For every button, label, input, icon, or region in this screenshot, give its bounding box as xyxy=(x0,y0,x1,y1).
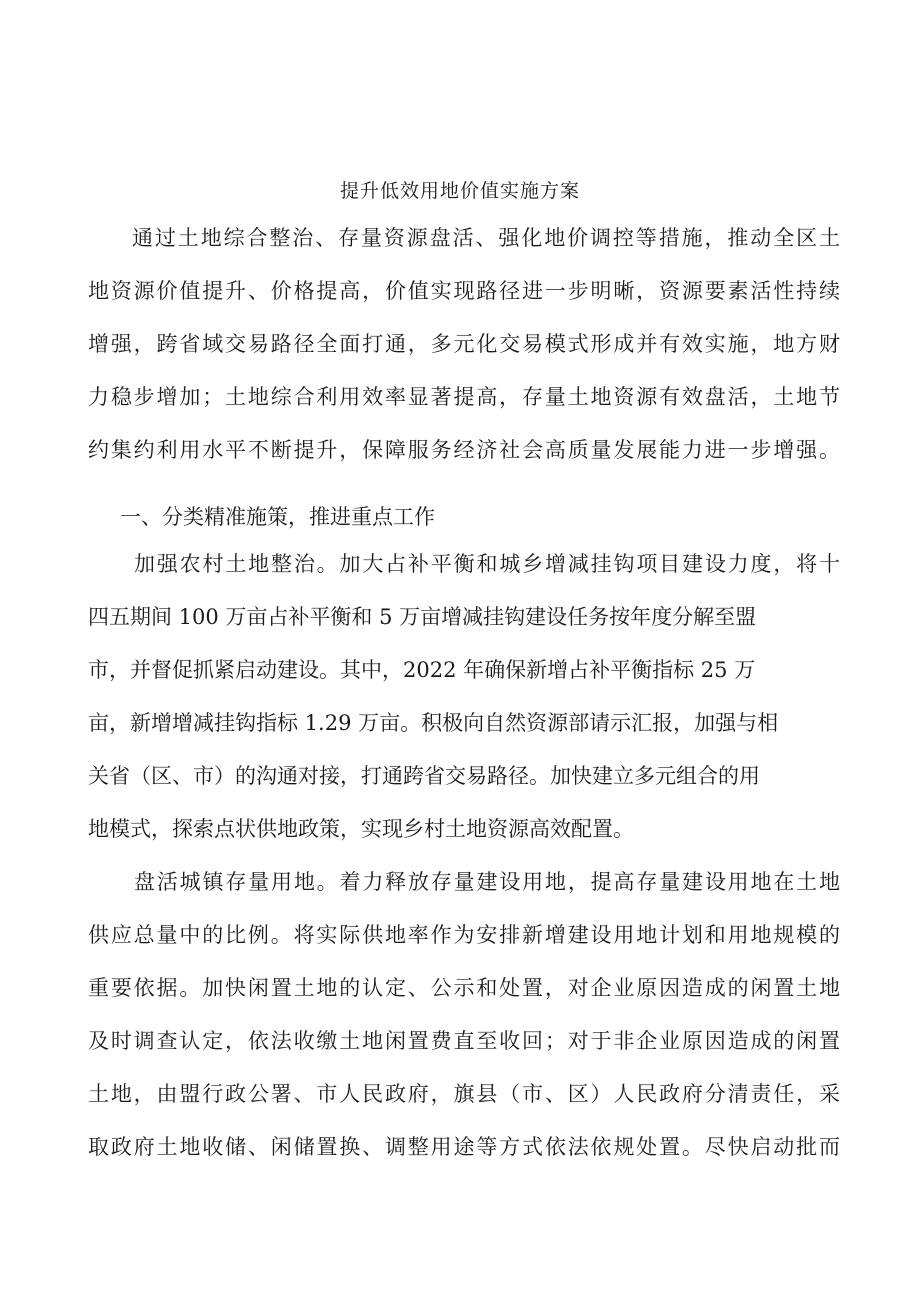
paragraph-line: 土地，由盟行政公署、市人民政府，旗县（市、区）人民政府分清责任，采 xyxy=(88,1082,842,1106)
paragraph-line: 增强，跨省域交易路径全面打通，多元化交易模式形成并有效实施，地方财 xyxy=(88,332,842,356)
paragraph-line: 重要依据。加快闲置土地的认定、公示和处置，对企业原因造成的闲置土地 xyxy=(88,976,842,1000)
paragraph-line: 市，并督促抓紧启动建设。其中，2022 年确保新增占补平衡指标 25 万 xyxy=(88,658,756,682)
paragraph-line: 关省（区、市）的沟通对接，打通跨省交易路径。加快建立多元组合的用 xyxy=(88,764,760,788)
paragraph-line: 加强农村土地整治。加大占补平衡和城乡增减挂钩项目建设力度，将十 xyxy=(134,552,842,576)
section-heading: 一、分类精准施策，推进重点工作 xyxy=(120,505,435,529)
paragraph-line: 力稳步增加；土地综合利用效率显著提高，存量土地资源有效盘活，土地节 xyxy=(88,385,842,409)
paragraph-line: 供应总量中的比例。将实际供地率作为安排新增建设用地计划和用地规模的 xyxy=(88,923,842,947)
paragraph-line: 取政府土地收储、闲储置换、调整用途等方式依法依规处置。尽快启动批而 xyxy=(88,1135,842,1159)
paragraph-line: 地模式，探索点状供地政策，实现乡村土地资源高效配置。 xyxy=(88,817,634,841)
paragraph-line: 约集约利用水平不断提升，保障服务经济社会高质量发展能力进一步增强。 xyxy=(88,438,842,462)
paragraph-line: 亩，新增增减挂钩指标 1.29 万亩。积极向自然资源部请示汇报，加强与相 xyxy=(88,711,779,735)
paragraph-line: 地资源价值提升、价格提高，价值实现路径进一步明晰，资源要素活性持续 xyxy=(88,279,842,303)
paragraph-line: 四五期间 100 万亩占补平衡和 5 万亩增减挂钩建设任务按年度分解至盟 xyxy=(88,605,757,629)
paragraph-line: 盘活城镇存量用地。着力释放存量建设用地，提高存量建设用地在土地 xyxy=(134,870,842,894)
document-title: 提升低效用地价值实施方案 xyxy=(339,180,580,202)
paragraph-line: 通过土地综合整治、存量资源盘活、强化地价调控等措施，推动全区土 xyxy=(132,226,842,250)
paragraph-line: 及时调查认定，依法收缴土地闲置费直至收回；对于非企业原因造成的闲置 xyxy=(88,1029,842,1053)
